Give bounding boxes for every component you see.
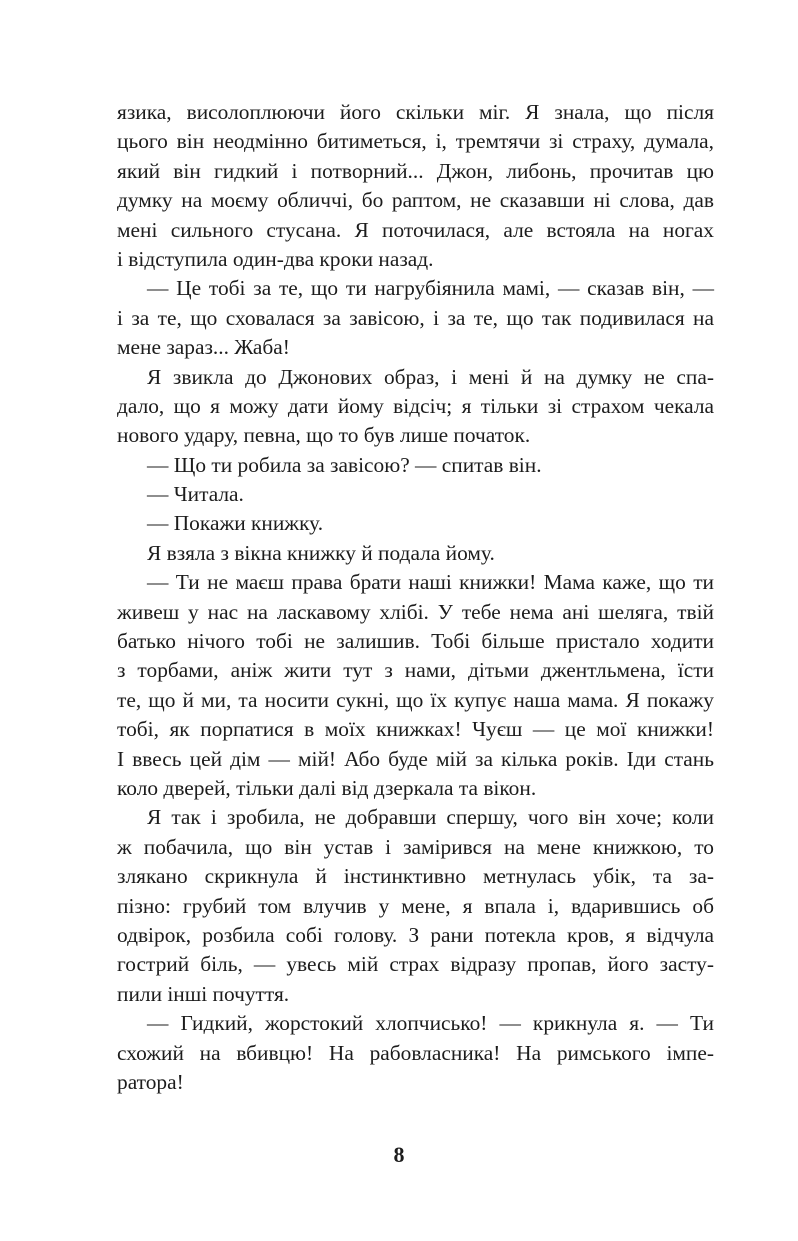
text-line: мене зараз... Жаба! xyxy=(117,335,290,360)
text-line: і відступила один-два кроки назад. xyxy=(117,246,434,271)
text-line: — Що ти робила за завісою? — спитав він. xyxy=(147,452,542,477)
text-line: язика, висолоплюючи його скільки міг. Я знала, що після xyxy=(117,100,714,124)
paragraph xyxy=(117,803,714,1009)
text-line: — Це тобі за те, що ти нагрубіянила мамі, — сказав він, — xyxy=(147,276,714,301)
text-line: який він гидкий і потворний... Джон, либонь, прочитав цю xyxy=(117,158,714,183)
text-line: те, що й ми, та носити сукні, що їх купує наша мама. Я покажу xyxy=(117,687,714,712)
text-line: пили інші почуття. xyxy=(117,981,290,1006)
text-line: одвірок, розбила собі голову. З рани потекла кров, я відчула xyxy=(117,922,714,947)
text-line: ратора! xyxy=(117,1069,184,1094)
paragraph xyxy=(117,568,714,803)
paragraph xyxy=(117,480,714,509)
paragraph xyxy=(117,1009,714,1097)
text-line: — Гидкий, жорстокий хлопчисько! — крикнула я. — Ти xyxy=(147,1011,714,1036)
paragraph xyxy=(117,539,714,568)
paragraph xyxy=(117,509,714,538)
text-line: І ввесь цей дім — мій! Або буде мій за кілька років. Іди стань xyxy=(117,746,714,771)
paragraph xyxy=(117,451,714,480)
text-line: ж побачила, що він устав і замірився на мене книжкою, то xyxy=(117,834,714,859)
text-line: — Покажи книжку. xyxy=(147,511,324,536)
text-line: мені сильного стусана. Я поточилася, але встояла на ногах xyxy=(117,217,714,242)
text-line: — Ти не маєш права брати наші книжки! Мама каже, що ти xyxy=(147,570,714,595)
text-line: тобі, як порпатися в моїх книжках! Чуєш — це мої книжки! xyxy=(117,717,714,742)
paragraph xyxy=(117,363,714,451)
text-line: думку на моєму обличчі, бо раптом, не сказавши ні слова, дав xyxy=(117,188,714,213)
text-line: з торбами, аніж жити тут з нами, дітьми джентльмена, їсти xyxy=(117,658,714,683)
text-line: коло дверей, тільки далі від дзеркала та вікон. xyxy=(117,775,537,800)
text-line: Я взяла з вікна книжку й подала йому. xyxy=(147,540,495,565)
page-number: 8 xyxy=(393,1142,405,1167)
text-line: дало, що я можу дати йому відсіч; я тільки зі страхом чекала xyxy=(117,393,714,418)
page-body xyxy=(117,98,714,1097)
text-line: злякано скрикнула й інстинктивно метнулась убік, та за- xyxy=(117,864,714,889)
text-line: батько нічого тобі не залишив. Тобі більше пристало ходити xyxy=(117,629,714,654)
text-line: Я звикла до Джонових образ, і мені й на думку не спа- xyxy=(147,364,714,389)
text-line: нового удару, певна, що то був лише початок. xyxy=(117,423,531,448)
text-line: Я так і зробила, не добравши спершу, чого він хоче; коли xyxy=(147,805,714,830)
text-line: пізно: грубий том влучив у мене, я впала і, вдарившись об xyxy=(117,893,714,918)
paragraph xyxy=(117,98,714,274)
text-line: гострий біль, — увесь мій страх відразу пропав, його засту- xyxy=(117,952,714,977)
text-line: схожий на вбивцю! На рабовласника! На римського імпе- xyxy=(117,1040,714,1065)
paragraph xyxy=(117,274,714,362)
text-line: живеш у нас на ласкавому хлібі. У тебе нема ані шеляга, твій xyxy=(117,599,714,624)
text-line: — Читала. xyxy=(147,482,244,507)
text-line: і за те, що сховалася за завісою, і за те, що так подивилася на xyxy=(117,305,714,330)
text-line: цього він неодмінно битиметься, і, тремтячи зі страху, думала, xyxy=(117,129,714,154)
